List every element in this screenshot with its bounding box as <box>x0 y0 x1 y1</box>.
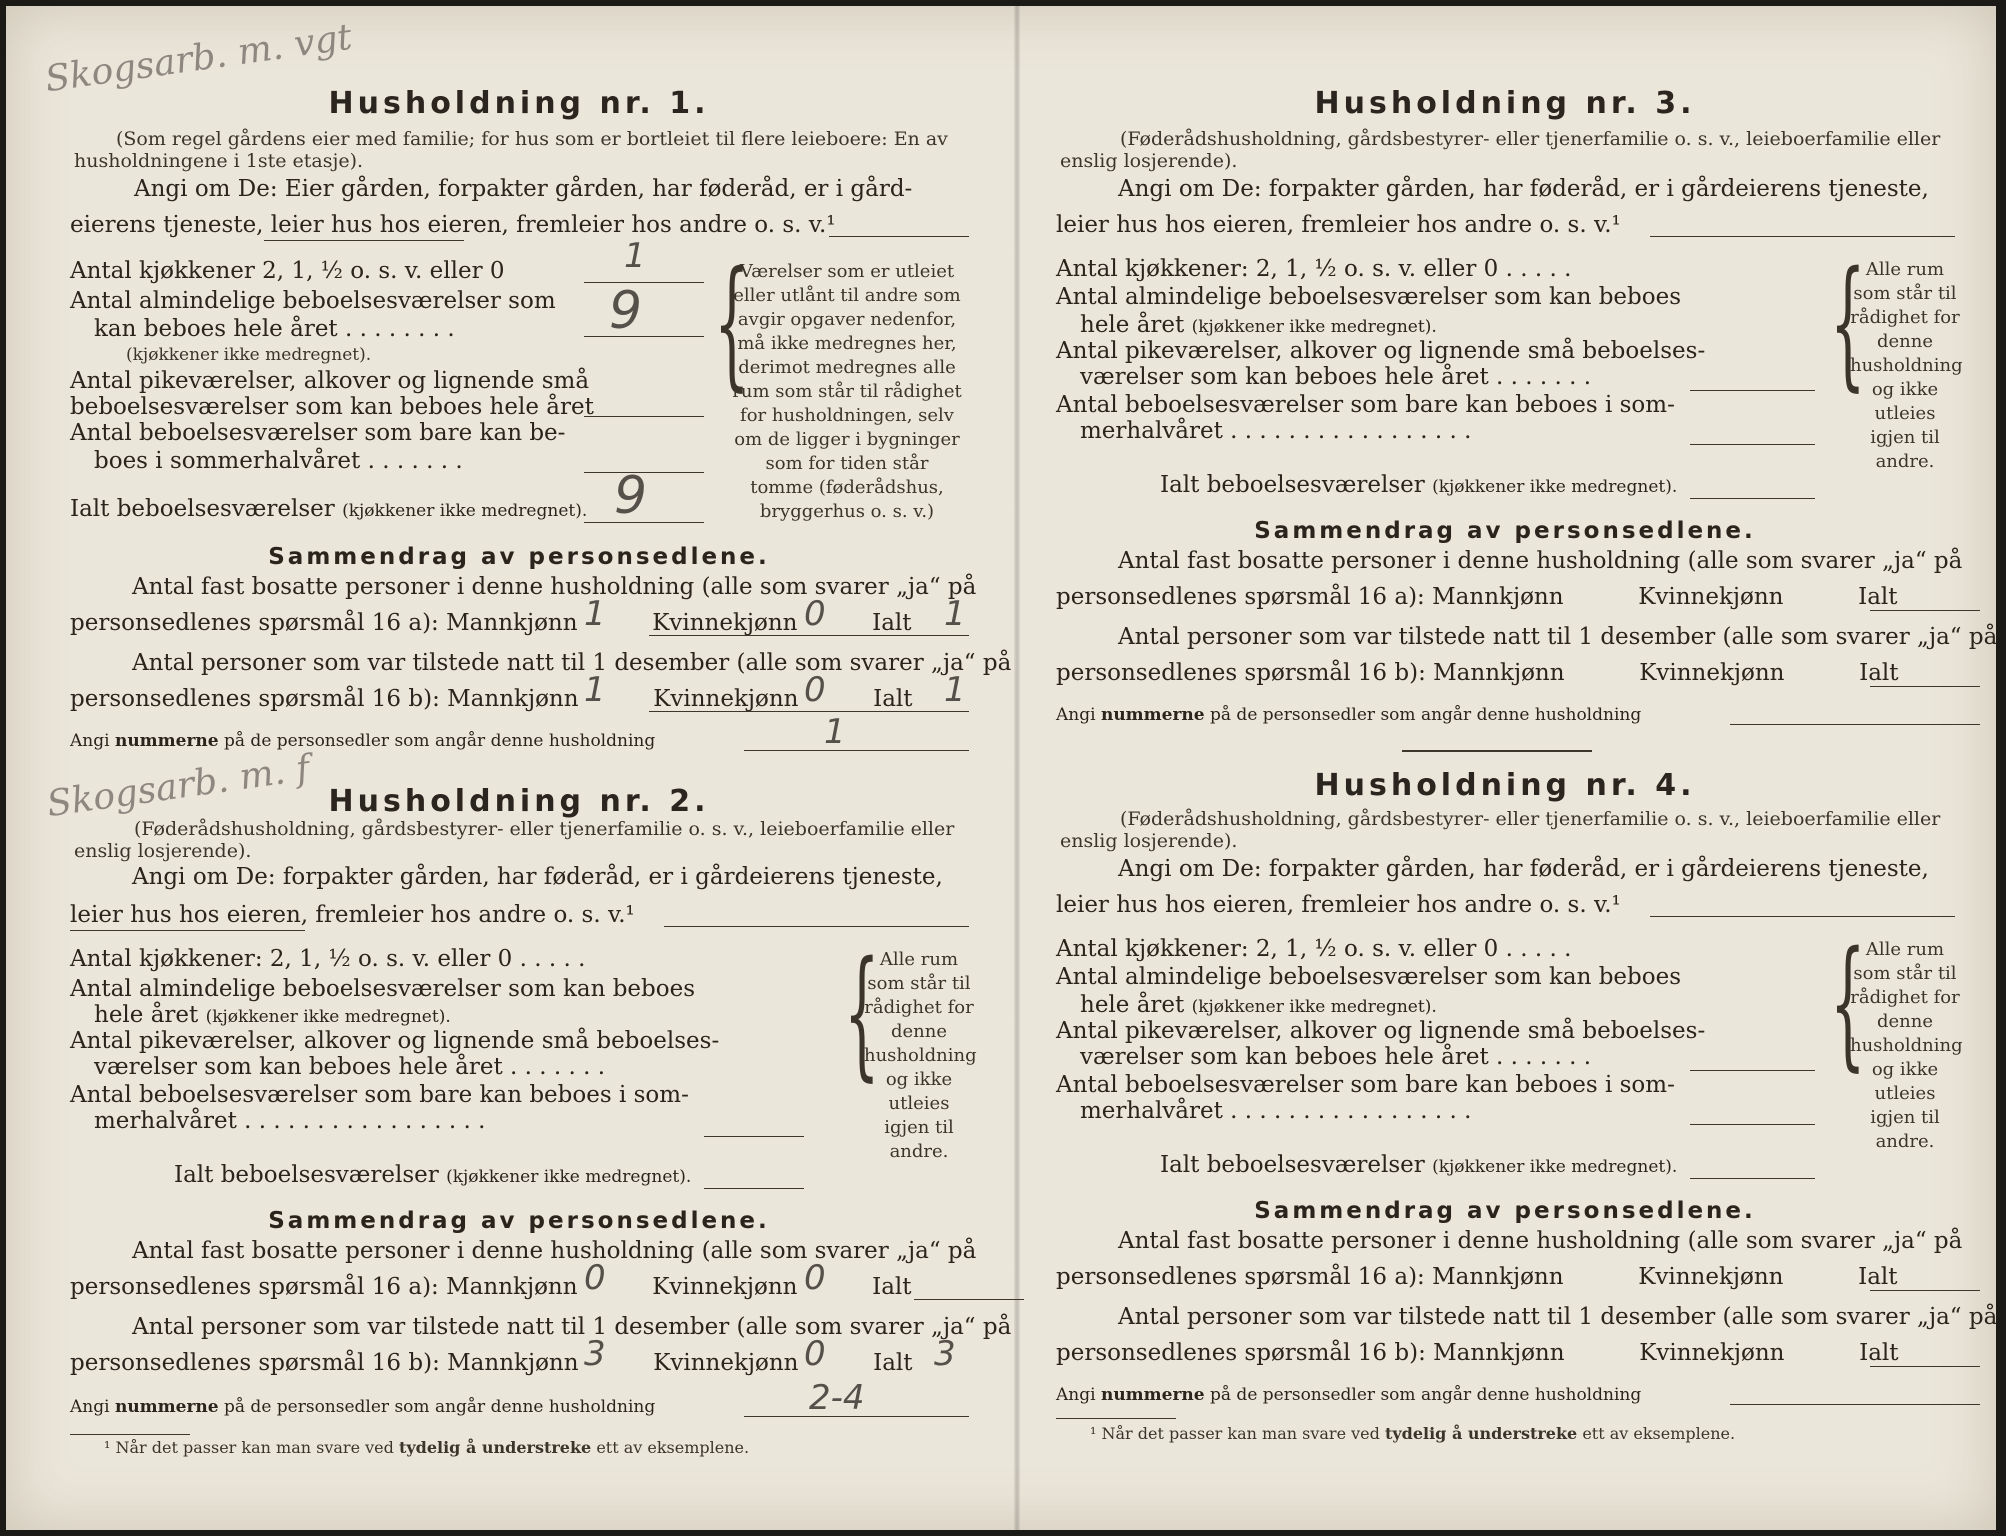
hh4-fast-line1: Antal fast bosatte personer i denne husholdning (alle som svarer „ja“ på <box>1118 1228 1963 1254</box>
hh4-pike-label2: værelser som kan beboes hele året . . . . . . . <box>1080 1044 1592 1070</box>
hh1-kjokkener-label: Antal kjøkkener 2, 1, ½ o. s. v. eller 0 <box>70 258 505 284</box>
hh4-fast-kvinne-label: Kvinnekjønn <box>1638 1264 1784 1290</box>
hh3-nummer-field[interactable] <box>1730 724 1980 725</box>
hh4-tilst-line1: Antal personer som var tilstede natt til 1 desember (alle som svarer „ja“ på <box>1118 1304 1998 1330</box>
hh4-fast-line2 <box>1056 1262 1898 1292</box>
hh1-tilst-mann-value: 1 <box>584 670 606 710</box>
hh4-tilst-line2 <box>1056 1338 1899 1368</box>
household-2-note: (Føderådshusholdning, gårdsbestyrer- eller tjenerfamilie o. s. v., leieboerfamilie eller enslig losjerende). <box>74 818 955 862</box>
hh4-tilst-ialt-field[interactable] <box>1870 1366 1980 1367</box>
hh1-nummer-bold: nummerne <box>114 731 219 751</box>
hh3-sommer-field[interactable] <box>1690 444 1815 445</box>
hh4-ialt-field[interactable] <box>1690 1178 1815 1179</box>
hh1-sommer-label1: Antal beboelsesværelser som bare kan be- <box>70 420 566 446</box>
hh1-ialt-text: Ialt beboelsesværelser <box>70 496 335 522</box>
hh2-alm-small: (kjøkkener ikke medregnet). <box>205 1007 451 1027</box>
hh3-pike-label2: værelser som kan beboes hele året . . . . . . . <box>1080 364 1592 390</box>
hh2-brace: { <box>844 932 880 1095</box>
hh1-tilst-ialt-value: 1 <box>944 670 966 710</box>
hh3-summary-title: Sammendrag av personsedlene. <box>1254 518 1756 544</box>
hh1-angi-line2: eierens tjeneste, leier hus hos eieren, fremleier hos andre o. s. v.¹ <box>70 212 836 238</box>
hh2-nummer-value: 2-4 <box>809 1378 865 1418</box>
hh4-fast-ialt-label: Ialt <box>1858 1264 1898 1290</box>
household-4-title: Husholdning nr. 4. <box>1314 768 1696 803</box>
hh1-ialt-label <box>70 494 587 526</box>
household-3-note: (Føderådshusholdning, gårdsbestyrer- eller tjenerfamilie o. s. v., leieboerfamilie eller enslig losjerende). <box>1060 128 1941 172</box>
hh1-sommer-label2: boes i sommerhalvåret . . . . . . . <box>94 448 463 474</box>
hh1-kjokkener-value: 1 <box>624 236 646 276</box>
hh3-fast-mann-label: personsedlenes spørsmål 16 a): Mannkjønn <box>1056 584 1564 610</box>
hh3-angi-answer-line[interactable] <box>1650 236 1955 237</box>
hh1-fast-kvinne-label: Kvinnekjønn <box>652 610 798 636</box>
hh3-sommer-label1: Antal beboelsesværelser som bare kan beboes i som- <box>1056 392 1675 418</box>
hh1-tilst-ialt-label: Ialt <box>873 686 913 712</box>
left-footnote-pre: ¹ Når det passer kan man svare ved <box>104 1438 394 1457</box>
hh1-tilst-line1: Antal personer som var tilstede natt til 1 desember (alle som svarer „ja“ på <box>132 650 1012 676</box>
hh3-nummer-post: på de personsedler som angår denne husholdning <box>1210 705 1642 725</box>
hh3-angi-line1: Angi om De: forpakter gården, har føderåd, er i gårdeierens tjeneste, <box>1118 176 1929 202</box>
hh2-nummer-line <box>70 1392 655 1422</box>
hh3-side-note: Alle rum som står til rådighet for denne husholdning og ikke utleies igjen til andre. <box>1850 259 1963 472</box>
left-page <box>6 6 1012 1530</box>
hh2-alm-text: hele året <box>94 1002 199 1028</box>
hh2-ialt-small: (kjøkkener ikke medregnet). <box>446 1167 692 1187</box>
hh1-fast-kvinne-value: 0 <box>804 594 826 634</box>
left-footnote-post: ett av eksemplene. <box>596 1438 750 1457</box>
hh2-fast-line2 <box>70 1272 912 1302</box>
hh4-fast-mann-label: personsedlenes spørsmål 16 a): Mannkjønn <box>1056 1264 1564 1290</box>
hh3-angi-line2: leier hus hos eieren, fremleier hos andre o. s. v.¹ <box>1056 212 1621 238</box>
hh2-pike-label1: Antal pikeværelser, alkover og lignende små beboelses- <box>70 1028 720 1054</box>
hh4-sommer-label2: merhalvåret . . . . . . . . . . . . . . . . . <box>1080 1098 1472 1124</box>
hh2-tilst-ialt-value: 3 <box>934 1334 956 1374</box>
hh2-tilst-ialt-label: Ialt <box>873 1350 913 1376</box>
hh1-nummer-field[interactable] <box>744 750 969 751</box>
hh2-fast-line1: Antal fast bosatte personer i denne husholdning (alle som svarer „ja“ på <box>132 1238 977 1264</box>
hh1-fast-line1: Antal fast bosatte personer i denne husholdning (alle som svarer „ja“ på <box>132 574 977 600</box>
hh1-fast-ialt-label: Ialt <box>872 610 912 636</box>
hh4-pike-label1: Antal pikeværelser, alkover og lignende små beboelses- <box>1056 1018 1706 1044</box>
hh3-fast-line1: Antal fast bosatte personer i denne husholdning (alle som svarer „ja“ på <box>1118 548 1963 574</box>
hh2-fast-kvinne-value: 0 <box>804 1258 826 1298</box>
right-section-separator <box>1402 750 1592 752</box>
hh2-tilst-kvinne-value: 0 <box>804 1334 826 1374</box>
hh2-ialt-label <box>174 1160 691 1192</box>
hh2-kjokkener-label: Antal kjøkkener: 2, 1, ½ o. s. v. eller 0 . . . . . <box>70 946 586 972</box>
hh3-tilst-line1: Antal personer som var tilstede natt til 1 desember (alle som svarer „ja“ på <box>1118 624 1998 650</box>
hh3-alm-text: hele året <box>1080 312 1185 338</box>
hh4-nummer-bold: nummerne <box>1100 1385 1205 1405</box>
hh2-tilst-line1: Antal personer som var tilstede natt til 1 desember (alle som svarer „ja“ på <box>132 1314 1012 1340</box>
hh2-fast-kvinne-label: Kvinnekjønn <box>652 1274 798 1300</box>
hh4-alm-text: hele året <box>1080 992 1185 1018</box>
hh4-tilst-mann-label: personsedlenes spørsmål 16 b): Mannkjønn <box>1056 1340 1565 1366</box>
hh1-side-note: Værelser som er utleiet eller utlånt til andre som avgir opgaver nedenfor, må ikke medregnes her, derimot medregnes alle rum som står til rådighet for husholdningen, selv om de ligger i bygninger som for tiden står tomme (føderådshus, bryggerhus o. s. v.) <box>732 261 962 522</box>
hh2-angi-answer-line[interactable] <box>664 926 969 927</box>
hh4-ialt-text: Ialt beboelsesværelser <box>1160 1152 1425 1178</box>
hh1-underline-leier <box>264 240 464 241</box>
hh4-tilst-kvinne-label: Kvinnekjønn <box>1639 1340 1785 1366</box>
hh1-angi-answer-line[interactable] <box>829 236 969 237</box>
hh1-tilst-line2 <box>70 684 913 714</box>
hh3-alm-label1: Antal almindelige beboelsesværelser som kan beboes <box>1056 284 1682 310</box>
hh2-fast-mann-label: personsedlenes spørsmål 16 a): Mannkjønn <box>70 1274 578 1300</box>
right-footnote <box>1090 1424 1735 1443</box>
hh1-nummer-line <box>70 726 655 756</box>
hh1-nummer-value: 1 <box>824 712 846 752</box>
hh4-brace: { <box>1830 922 1866 1085</box>
hh3-nummer-bold: nummerne <box>1100 705 1205 725</box>
hh2-tilst-line2 <box>70 1348 913 1378</box>
household-4-note: (Føderådshusholdning, gårdsbestyrer- eller tjenerfamilie o. s. v., leieboerfamilie eller enslig losjerende). <box>1060 808 1941 852</box>
margin-note-top: Skogsarb. m. vgt <box>42 16 355 101</box>
hh3-tilst-kvinne-label: Kvinnekjønn <box>1639 660 1785 686</box>
hh3-nummer-line <box>1056 700 1641 730</box>
hh4-nummer-field[interactable] <box>1730 1404 1980 1405</box>
hh4-ialt-label <box>1160 1150 1677 1182</box>
hh4-footnote-rule <box>1056 1418 1176 1419</box>
hh4-angi-line2: leier hus hos eieren, fremleier hos andre o. s. v.¹ <box>1056 892 1621 918</box>
census-sheet <box>6 6 1996 1530</box>
hh3-alm-small: (kjøkkener ikke medregnet). <box>1191 317 1437 337</box>
hh2-tilst-kvinne-label: Kvinnekjønn <box>653 1350 799 1376</box>
hh3-tilst-ialt-field[interactable] <box>1870 686 1980 687</box>
hh1-alm-label1: Antal almindelige beboelsesværelser som <box>70 288 556 314</box>
hh2-tilst-mann-value: 3 <box>584 1334 606 1374</box>
hh1-ialt-value: 9 <box>614 466 648 526</box>
hh2-ialt-text: Ialt beboelsesværelser <box>174 1162 439 1188</box>
right-footnote-bold: tydelig å understreke <box>1384 1424 1578 1443</box>
hh4-pike-field[interactable] <box>1690 1070 1815 1071</box>
hh4-alm-small: (kjøkkener ikke medregnet). <box>1191 997 1437 1017</box>
hh2-fast-ialt-label: Ialt <box>872 1274 912 1300</box>
hh1-brace: { <box>714 242 750 405</box>
hh2-nummer-pre: Angi <box>70 1397 110 1417</box>
hh1-kjokkener-field[interactable] <box>584 282 704 283</box>
household-3 <box>1050 86 1998 736</box>
hh1-pike-field[interactable] <box>584 416 704 417</box>
right-footnote-post: ett av eksemplene. <box>1582 1424 1736 1443</box>
hh3-pike-label1: Antal pikeværelser, alkover og lignende små beboelses- <box>1056 338 1706 364</box>
hh3-sommer-label2: merhalvåret . . . . . . . . . . . . . . . . . <box>1080 418 1472 444</box>
hh4-summary-title: Sammendrag av personsedlene. <box>1254 1198 1756 1224</box>
hh2-angi-line1: Angi om De: forpakter gården, har føderåd, er i gårdeierens tjeneste, <box>132 864 943 890</box>
hh4-angi-line1: Angi om De: forpakter gården, har føderåd, er i gårdeierens tjeneste, <box>1118 856 1929 882</box>
hh2-nummer-bold: nummerne <box>114 1397 219 1417</box>
hh1-pike-label1: Antal pikeværelser, alkover og lignende små <box>70 368 590 394</box>
hh2-pike-label2: værelser som kan beboes hele året . . . . . . . <box>94 1054 606 1080</box>
hh2-summary-title: Sammendrag av personsedlene. <box>268 1208 770 1234</box>
hh2-sommer-field[interactable] <box>704 1136 804 1137</box>
hh4-alm-label1: Antal almindelige beboelsesværelser som kan beboes <box>1056 964 1682 990</box>
hh4-kjokkener-label: Antal kjøkkener: 2, 1, ½ o. s. v. eller 0 . . . . . <box>1056 936 1572 962</box>
hh1-alm-value: 9 <box>609 281 643 341</box>
hh3-ialt-field[interactable] <box>1690 498 1815 499</box>
hh3-kjokkener-label: Antal kjøkkener: 2, 1, ½ o. s. v. eller 0 . . . . . <box>1056 256 1572 282</box>
household-2-title: Husholdning nr. 2. <box>328 784 710 819</box>
hh4-nummer-pre: Angi <box>1056 1385 1096 1405</box>
hh3-nummer-pre: Angi <box>1056 705 1096 725</box>
hh2-side-note: Alle rum som står til rådighet for denne husholdning og ikke utleies igjen til andre. <box>864 949 977 1162</box>
hh2-sommer-label2: merhalvåret . . . . . . . . . . . . . . . . . <box>94 1108 486 1134</box>
hh3-ialt-small: (kjøkkener ikke medregnet). <box>1432 477 1678 497</box>
hh4-tilst-ialt-label: Ialt <box>1859 1340 1899 1366</box>
hh1-summary-title: Sammendrag av personsedlene. <box>268 544 770 570</box>
hh3-fast-ialt-label: Ialt <box>1858 584 1898 610</box>
hh1-tilst-ialt-rule <box>649 711 969 712</box>
hh1-tilst-mann-label: personsedlenes spørsmål 16 b): Mannkjønn <box>70 686 579 712</box>
hh4-nummer-line <box>1056 1380 1641 1410</box>
hh2-ialt-field[interactable] <box>704 1188 804 1189</box>
margin-note-mid: Skogsarb. m. f <box>44 747 313 826</box>
hh2-angi-line2: leier hus hos eieren, fremleier hos andre o. s. v.¹ <box>70 902 635 928</box>
hh2-fast-mann-value: 0 <box>584 1258 606 1298</box>
hh2-underline-leier <box>70 930 305 931</box>
hh4-side-note: Alle rum som står til rådighet for denne husholdning og ikke utleies igjen til andre. <box>1850 939 1963 1152</box>
hh2-fast-ialt-field[interactable] <box>914 1299 1024 1300</box>
hh3-fast-ialt-field[interactable] <box>1870 610 1980 611</box>
hh1-fast-ialt-rule <box>649 635 969 636</box>
hh4-sommer-field[interactable] <box>1690 1124 1815 1125</box>
household-1-title: Husholdning nr. 1. <box>328 86 710 121</box>
household-3-title: Husholdning nr. 3. <box>1314 86 1696 121</box>
hh4-sommer-label1: Antal beboelsesværelser som bare kan beboes i som- <box>1056 1072 1675 1098</box>
household-4 <box>1050 768 1998 1448</box>
left-footnote <box>104 1438 749 1457</box>
hh1-tilst-kvinne-value: 0 <box>804 670 826 710</box>
hh1-ialt-small: (kjøkkener ikke medregnet). <box>342 501 588 521</box>
hh3-fast-line2 <box>1056 582 1898 612</box>
hh2-footnote-rule <box>70 1434 190 1435</box>
left-footnote-bold: tydelig å understreke <box>398 1438 592 1457</box>
hh2-nummer-post: på de personsedler som angår denne husholdning <box>224 1397 656 1417</box>
hh1-alm-field[interactable] <box>584 336 704 337</box>
right-page <box>1020 6 2006 1530</box>
hh3-tilst-ialt-label: Ialt <box>1859 660 1899 686</box>
hh3-fast-kvinne-label: Kvinnekjønn <box>1638 584 1784 610</box>
hh3-ialt-text: Ialt beboelsesværelser <box>1160 472 1425 498</box>
household-2 <box>64 784 1012 1474</box>
hh1-alm-label3: (kjøkkener ikke medregnet). <box>126 345 372 365</box>
household-1 <box>64 86 1012 766</box>
hh3-tilst-mann-label: personsedlenes spørsmål 16 b): Mannkjønn <box>1056 660 1565 686</box>
hh1-fast-ialt-value: 1 <box>944 594 966 634</box>
hh1-fast-line2 <box>70 608 912 638</box>
right-footnote-pre: ¹ Når det passer kan man svare ved <box>1090 1424 1380 1443</box>
hh3-ialt-label <box>1160 470 1677 502</box>
hh2-tilst-mann-label: personsedlenes spørsmål 16 b): Mannkjønn <box>70 1350 579 1376</box>
hh1-fast-mann-label: personsedlenes spørsmål 16 a): Mannkjønn <box>70 610 578 636</box>
household-1-note: (Som regel gårdens eier med familie; for hus som er bortleiet til flere leieboere: En av husholdningene i 1ste etasje). <box>74 128 948 172</box>
hh1-angi-line1: Angi om De: Eier gården, forpakter gården, har føderåd, er i gård- <box>134 176 913 202</box>
hh1-fast-mann-value: 1 <box>584 594 606 634</box>
hh4-angi-answer-line[interactable] <box>1650 916 1955 917</box>
hh1-tilst-kvinne-label: Kvinnekjønn <box>653 686 799 712</box>
hh3-tilst-line2 <box>1056 658 1899 688</box>
hh3-pike-field[interactable] <box>1690 390 1815 391</box>
hh3-brace: { <box>1830 242 1866 405</box>
hh1-nummer-post: på de personsedler som angår denne husholdning <box>224 731 656 751</box>
hh1-nummer-pre: Angi <box>70 731 110 751</box>
hh2-alm-label1: Antal almindelige beboelsesværelser som kan beboes <box>70 976 696 1002</box>
hh4-nummer-post: på de personsedler som angår denne husholdning <box>1210 1385 1642 1405</box>
hh2-sommer-label1: Antal beboelsesværelser som bare kan beboes i som- <box>70 1082 689 1108</box>
hh4-fast-ialt-field[interactable] <box>1870 1290 1980 1291</box>
hh1-pike-label2: beboelsesværelser som kan beboes hele året <box>70 394 594 420</box>
hh4-ialt-small: (kjøkkener ikke medregnet). <box>1432 1157 1678 1177</box>
hh1-alm-label2: kan beboes hele året . . . . . . . . <box>94 316 455 342</box>
